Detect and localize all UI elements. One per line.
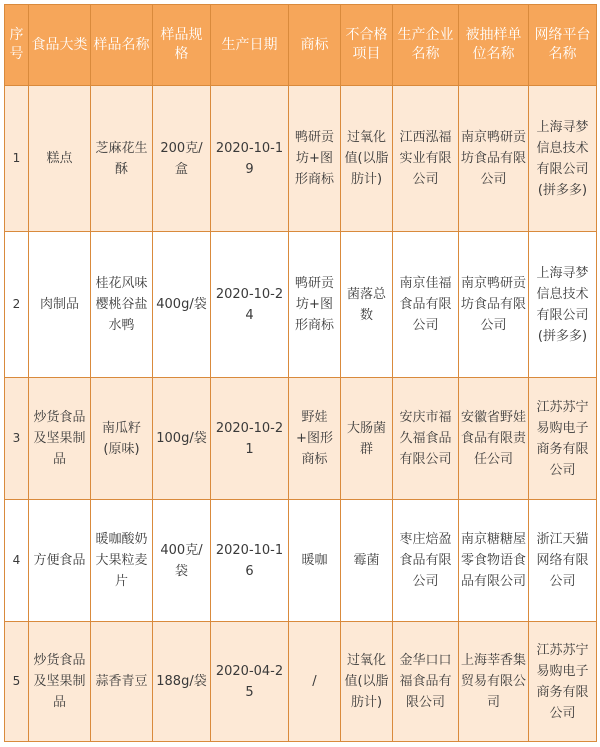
cell-production-date: 2020-10-21 [211, 378, 289, 500]
table-row [5, 86, 597, 232]
cell-trademark: / [289, 622, 341, 742]
cell-sample-name: 南瓜籽(原味) [91, 378, 153, 500]
cell-trademark: 鸭研贡坊+图形商标 [289, 232, 341, 378]
cell-sample-name: 蒜香青豆 [91, 622, 153, 742]
cell-sample-spec: 188g/袋 [153, 622, 211, 742]
cell-failed-item: 过氧化值(以脂肪计) [341, 86, 393, 232]
cell-sampled-unit: 南京糖糖屋零食物语食品有限公司 [459, 500, 529, 622]
inspection-results-table [4, 4, 597, 742]
cell-production-date: 2020-10-19 [211, 86, 289, 232]
cell-platform: 江苏苏宁易购电子商务有限公司 [529, 378, 597, 500]
cell-production-date: 2020-10-24 [211, 232, 289, 378]
cell-failed-item: 菌落总数 [341, 232, 393, 378]
cell-food-category: 炒货食品及坚果制品 [29, 622, 91, 742]
cell-manufacturer: 安庆市福久福食品有限公司 [393, 378, 459, 500]
table-row [5, 622, 597, 742]
header-manufacturer: 生产企业名称 [393, 5, 459, 86]
header-food-category: 食品大类 [29, 5, 91, 86]
cell-manufacturer: 江西泓福实业有限公司 [393, 86, 459, 232]
cell-trademark: 暖咖 [289, 500, 341, 622]
header-sampled-unit: 被抽样单位名称 [459, 5, 529, 86]
cell-platform: 浙江天猫网络有限公司 [529, 500, 597, 622]
table-row [5, 500, 597, 622]
header-failed-item: 不合格项目 [341, 5, 393, 86]
cell-sampled-unit: 安徽省野娃食品有限责任公司 [459, 378, 529, 500]
cell-sampled-unit: 南京鸭研贡坊食品有限公司 [459, 86, 529, 232]
cell-sample-spec: 400克/袋 [153, 500, 211, 622]
cell-index: 5 [5, 622, 29, 742]
header-platform: 网络平台名称 [529, 5, 597, 86]
header-index: 序号 [5, 5, 29, 86]
cell-manufacturer: 枣庄焙盈食品有限公司 [393, 500, 459, 622]
results-table-container [4, 4, 596, 743]
cell-production-date: 2020-10-16 [211, 500, 289, 622]
cell-sample-spec: 100g/袋 [153, 378, 211, 500]
cell-sample-spec: 400g/袋 [153, 232, 211, 378]
cell-index: 1 [5, 86, 29, 232]
table-header-row [5, 5, 597, 86]
cell-sampled-unit: 上海莘香集贸易有限公司 [459, 622, 529, 742]
header-production-date: 生产日期 [211, 5, 289, 86]
cell-sample-name: 桂花风味樱桃谷盐水鸭 [91, 232, 153, 378]
table-row [5, 378, 597, 500]
cell-food-category: 方便食品 [29, 500, 91, 622]
table-row [5, 232, 597, 378]
cell-index: 2 [5, 232, 29, 378]
cell-sample-name: 暖咖酸奶大果粒麦片 [91, 500, 153, 622]
cell-production-date: 2020-04-25 [211, 622, 289, 742]
cell-sample-name: 芝麻花生酥 [91, 86, 153, 232]
cell-index: 4 [5, 500, 29, 622]
cell-failed-item: 霉菌 [341, 500, 393, 622]
cell-food-category: 糕点 [29, 86, 91, 232]
cell-sample-spec: 200克/盒 [153, 86, 211, 232]
header-sample-name: 样品名称 [91, 5, 153, 86]
cell-manufacturer: 金华口口福食品有限公司 [393, 622, 459, 742]
header-trademark: 商标 [289, 5, 341, 86]
cell-manufacturer: 南京佳福食品有限公司 [393, 232, 459, 378]
cell-failed-item: 大肠菌群 [341, 378, 393, 500]
cell-food-category: 炒货食品及坚果制品 [29, 378, 91, 500]
cell-trademark: 野娃+图形商标 [289, 378, 341, 500]
cell-food-category: 肉制品 [29, 232, 91, 378]
cell-platform: 上海寻梦信息技术有限公司(拼多多) [529, 86, 597, 232]
cell-platform: 江苏苏宁易购电子商务有限公司 [529, 622, 597, 742]
cell-index: 3 [5, 378, 29, 500]
cell-trademark: 鸭研贡坊+图形商标 [289, 86, 341, 232]
cell-failed-item: 过氧化值(以脂肪计) [341, 622, 393, 742]
header-sample-spec: 样品规格 [153, 5, 211, 86]
cell-platform: 上海寻梦信息技术有限公司(拼多多) [529, 232, 597, 378]
cell-sampled-unit: 南京鸭研贡坊食品有限公司 [459, 232, 529, 378]
